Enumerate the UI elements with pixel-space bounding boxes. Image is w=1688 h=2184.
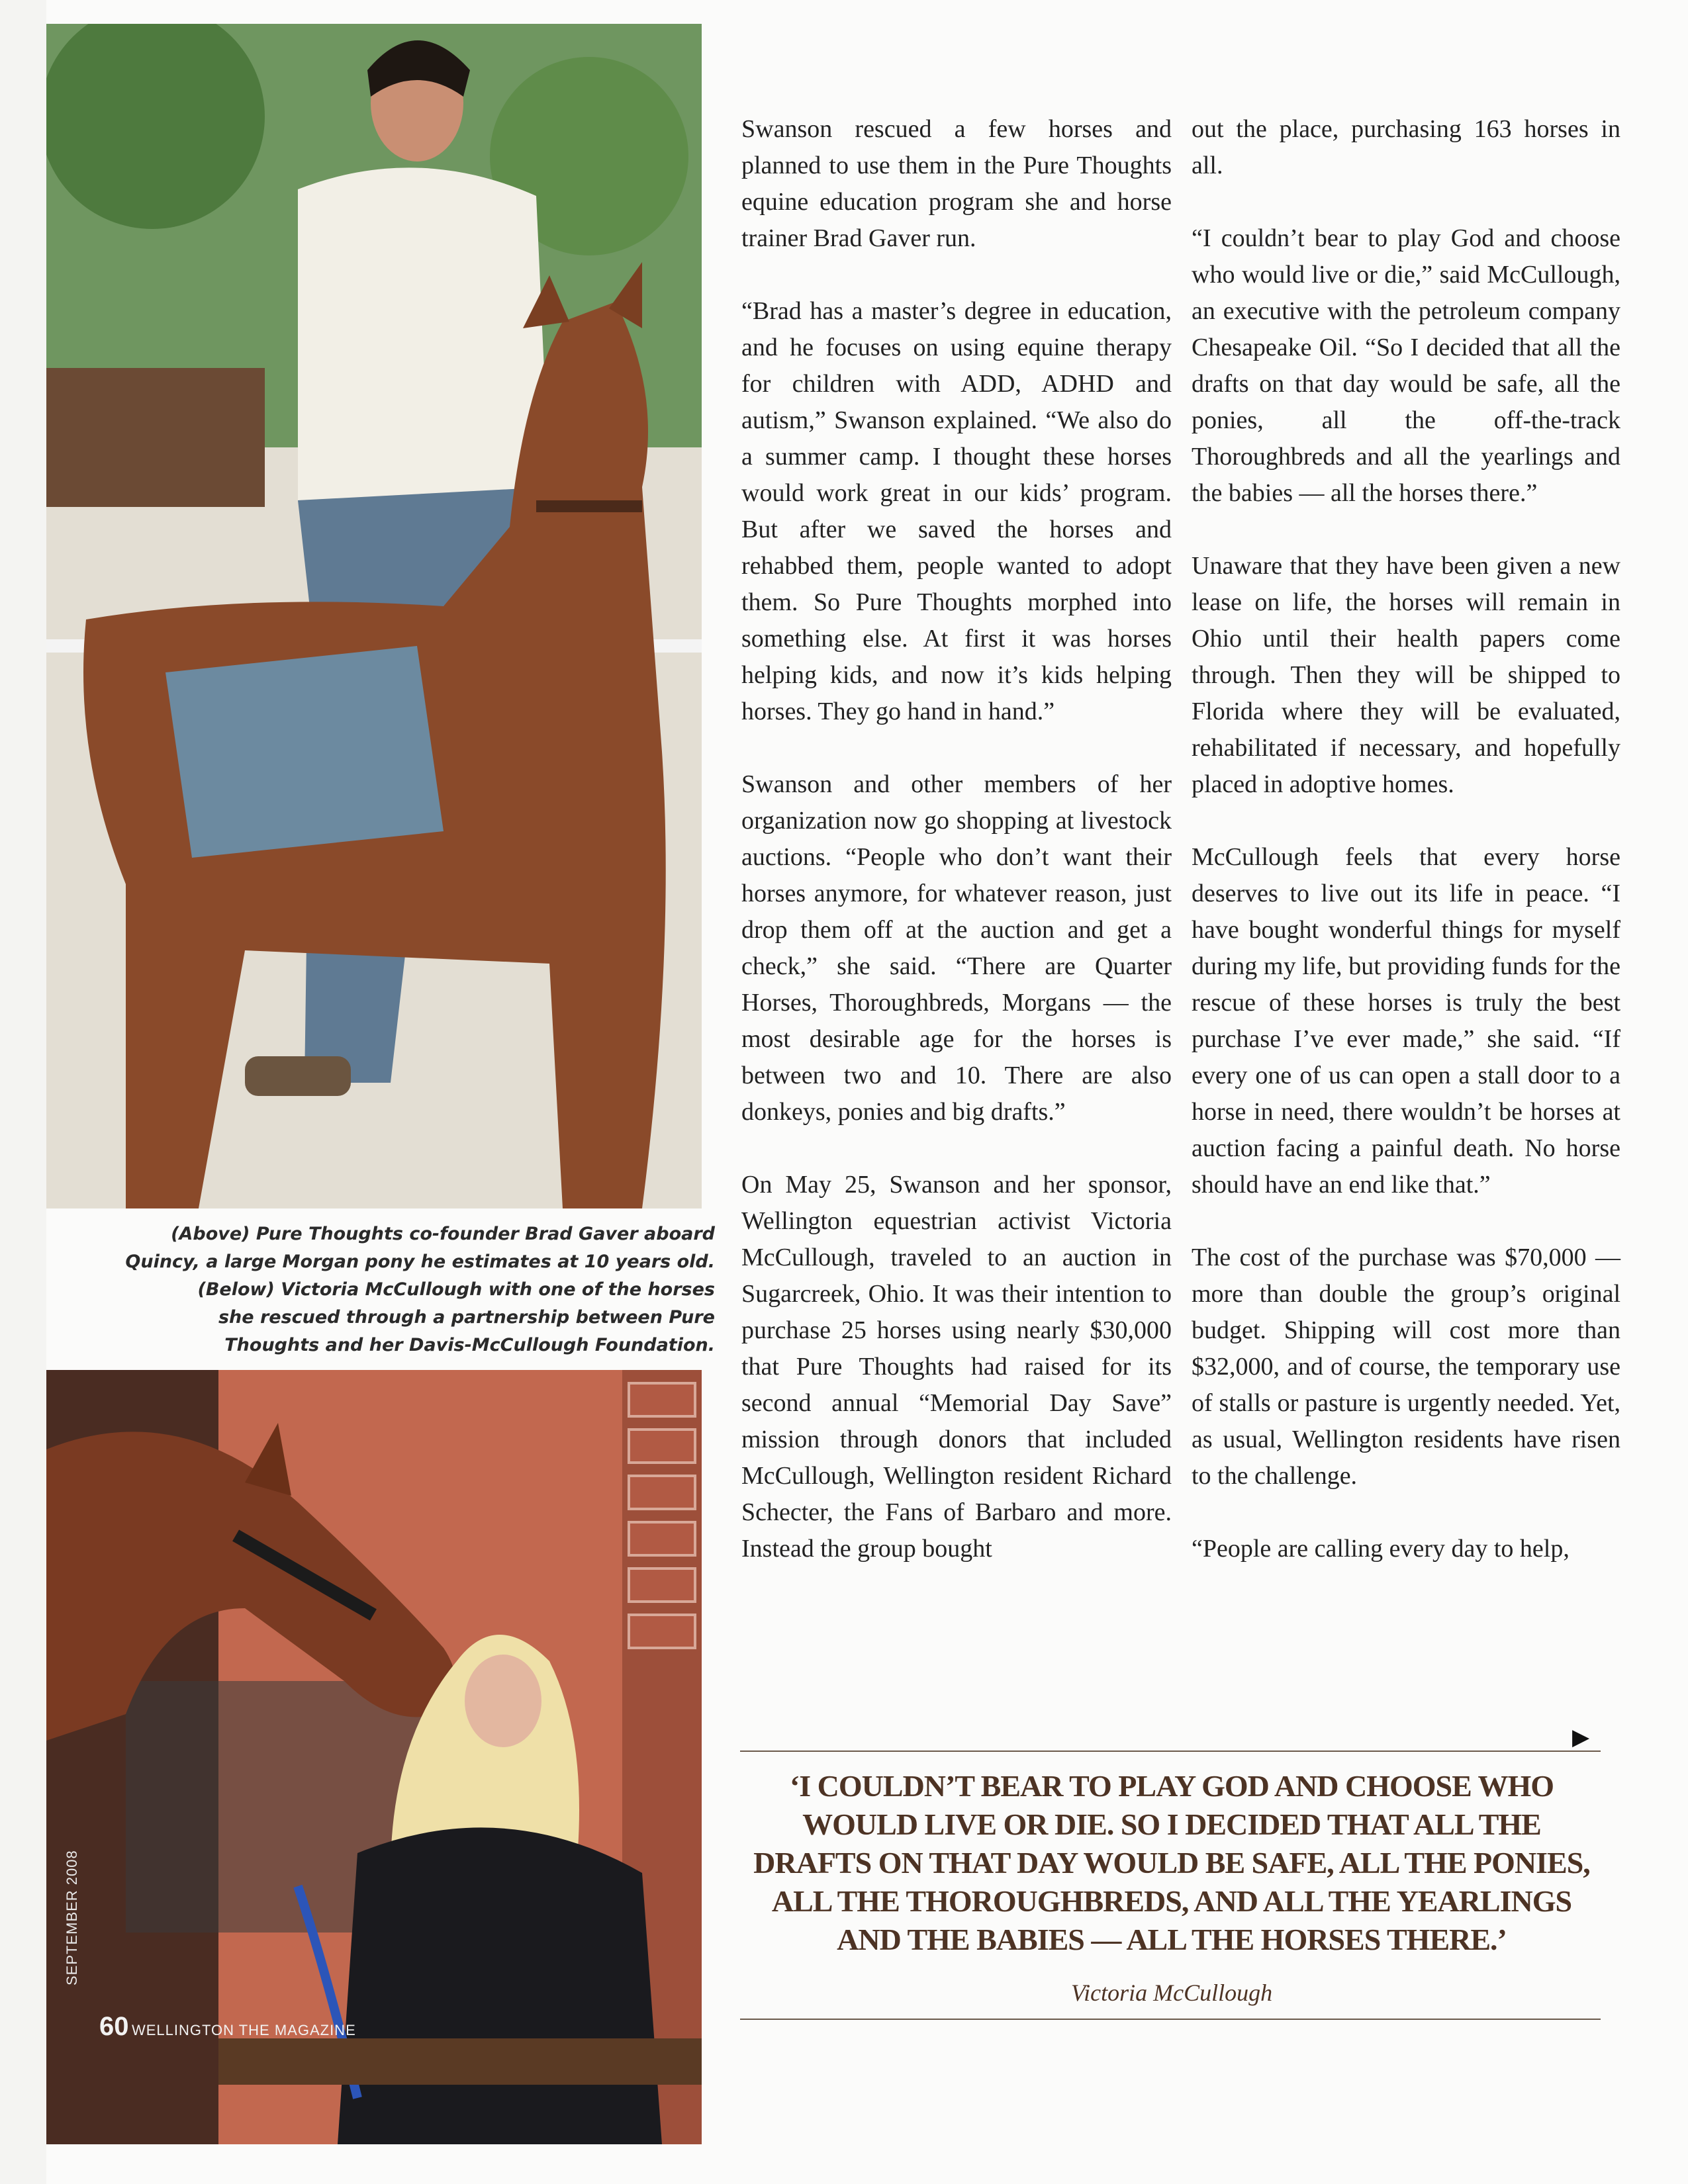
caption-line: Thoughts and her Davis-McCullough Foundation.	[224, 1335, 715, 1355]
scan-margin	[0, 0, 46, 2184]
article-paragraph: “People are calling every day to help,	[1192, 1535, 1570, 1563]
pull-quote-attribution: Victoria McCullough	[1070, 1979, 1273, 2006]
article-paragraph: Swanson and other members of her organization now go shopping at livestock auctions. “People who don’t want their horses anymore, for whatever reason, just drop them off at the auction and get a check,” she said. “There are Quarter Horses, Thoroughbreds, Morgans — the most desirable age for the horses is between two and 10. There are also donkeys, ponies and big drafts.”	[741, 770, 1172, 1126]
pull-quote-rule-top	[740, 1751, 1601, 1752]
article-paragraph: out the place, purchasing 163 horses in all.	[1192, 115, 1620, 179]
pull-quote-line: DRAFTS ON THAT DAY WOULD BE SAFE, ALL THE PONIES,	[753, 1846, 1590, 1880]
article-paragraph: Unaware that they have been given a new lease on life, the horses will remain in Ohio until their health papers come through. Then they will be shipped to Florida where they will be evaluated, rehabilitated if necessary, and hopefully placed in adoptive homes.	[1192, 552, 1620, 798]
pull-quote-rule-bottom	[740, 2019, 1601, 2020]
pull-quote-line: ALL THE THOROUGHBREDS, AND ALL THE YEARLINGS	[771, 1884, 1572, 1918]
pull-quote	[748, 1767, 1595, 1959]
article-paragraph: McCullough feels that every horse deserves to live out its life in peace. “I have bought wonderful things for myself during my life, but providing funds for the rescue of these horses is truly the best purchase I’ve ever made,” she said. “If every one of us can open a stall door to a horse in need, there wouldn’t be horses at auction facing a painful death. No horse should have an end like that.”	[1192, 843, 1620, 1199]
caption-line: (Below) Victoria McCullough with one of the horses	[197, 1279, 715, 1300]
photo-illustration	[46, 24, 702, 1208]
pull-quote-line: WOULD LIVE OR DIE. SO I DECIDED THAT ALL THE	[802, 1807, 1541, 1841]
caption-line: she rescued through a partnership between Pure	[218, 1307, 715, 1328]
article-paragraph: “Brad has a master’s degree in education, and he focuses on using equine therapy for children with ADD, ADHD and autism,” Swanson explained. “We also do a summer camp. I thought these horses would work great in our kids’ program. But after we saved the horses and rehabbed them, people wanted to adopt them. So Pure Thoughts morphed into something else. At first it was horses helping kids, and now it’s kids helping horses. They go hand in hand.”	[741, 297, 1172, 725]
magazine-name: WELLINGTON THE MAGAZINE	[131, 2022, 356, 2038]
page-folio	[99, 2012, 356, 2042]
article-paragraph: “I couldn’t bear to play God and choose who would live or die,” said McCullough, an executive with the petroleum company Chesapeake Oil. “So I decided that all the drafts on that day would be safe, all the ponies, all the off-the-track Thoroughbreds and all the yearlings and the babies — all the horses there.”	[1192, 224, 1620, 507]
continue-arrow-icon: ▶	[1572, 1725, 1590, 1750]
article-column-left	[741, 111, 1172, 1604]
caption-line: (Above) Pure Thoughts co-founder Brad Gaver aboard	[171, 1224, 715, 1244]
article-paragraph: Swanson rescued a few horses and planned to use them in the Pure Thoughts equine education program she and horse trainer Brad Gaver run.	[741, 115, 1172, 252]
article-column-right	[1192, 111, 1620, 1604]
pull-quote-line: AND THE BABIES — ALL THE HORSES THERE.’	[837, 1923, 1507, 1956]
issue-date: SEPTEMBER 2008	[64, 1850, 80, 1985]
article-paragraph: The cost of the purchase was $70,000 — more than double the group’s original budget. Shipping will cost more than $32,000, and of course, the temporary use of stalls or pasture is urgently needed. Yet, as usual, Wellington residents have risen to the challenge.	[1192, 1244, 1620, 1490]
photo-brad-gaver-on-horse	[46, 24, 702, 1208]
pull-quote-line: ‘I COULDN’T BEAR TO PLAY GOD AND CHOOSE WHO	[789, 1769, 1554, 1803]
photo-caption	[99, 1220, 715, 1359]
page-number: 60	[99, 2012, 129, 2041]
caption-line: Quincy, a large Morgan pony he estimates at 10 years old.	[125, 1251, 715, 1272]
article-paragraph: On May 25, Swanson and her sponsor, Wellington equestrian activist Victoria McCullough, traveled to an auction in Sugarcreek, Ohio. It was their intention to purchase 25 horses using nearly $30,000 that Pure Thoughts had raised for its second annual “Memorial Day Save” mission through donors that included McCullough, Wellington resident Richard Schecter, the Fans of Barbaro and more. Instead the group bought	[741, 1171, 1172, 1563]
